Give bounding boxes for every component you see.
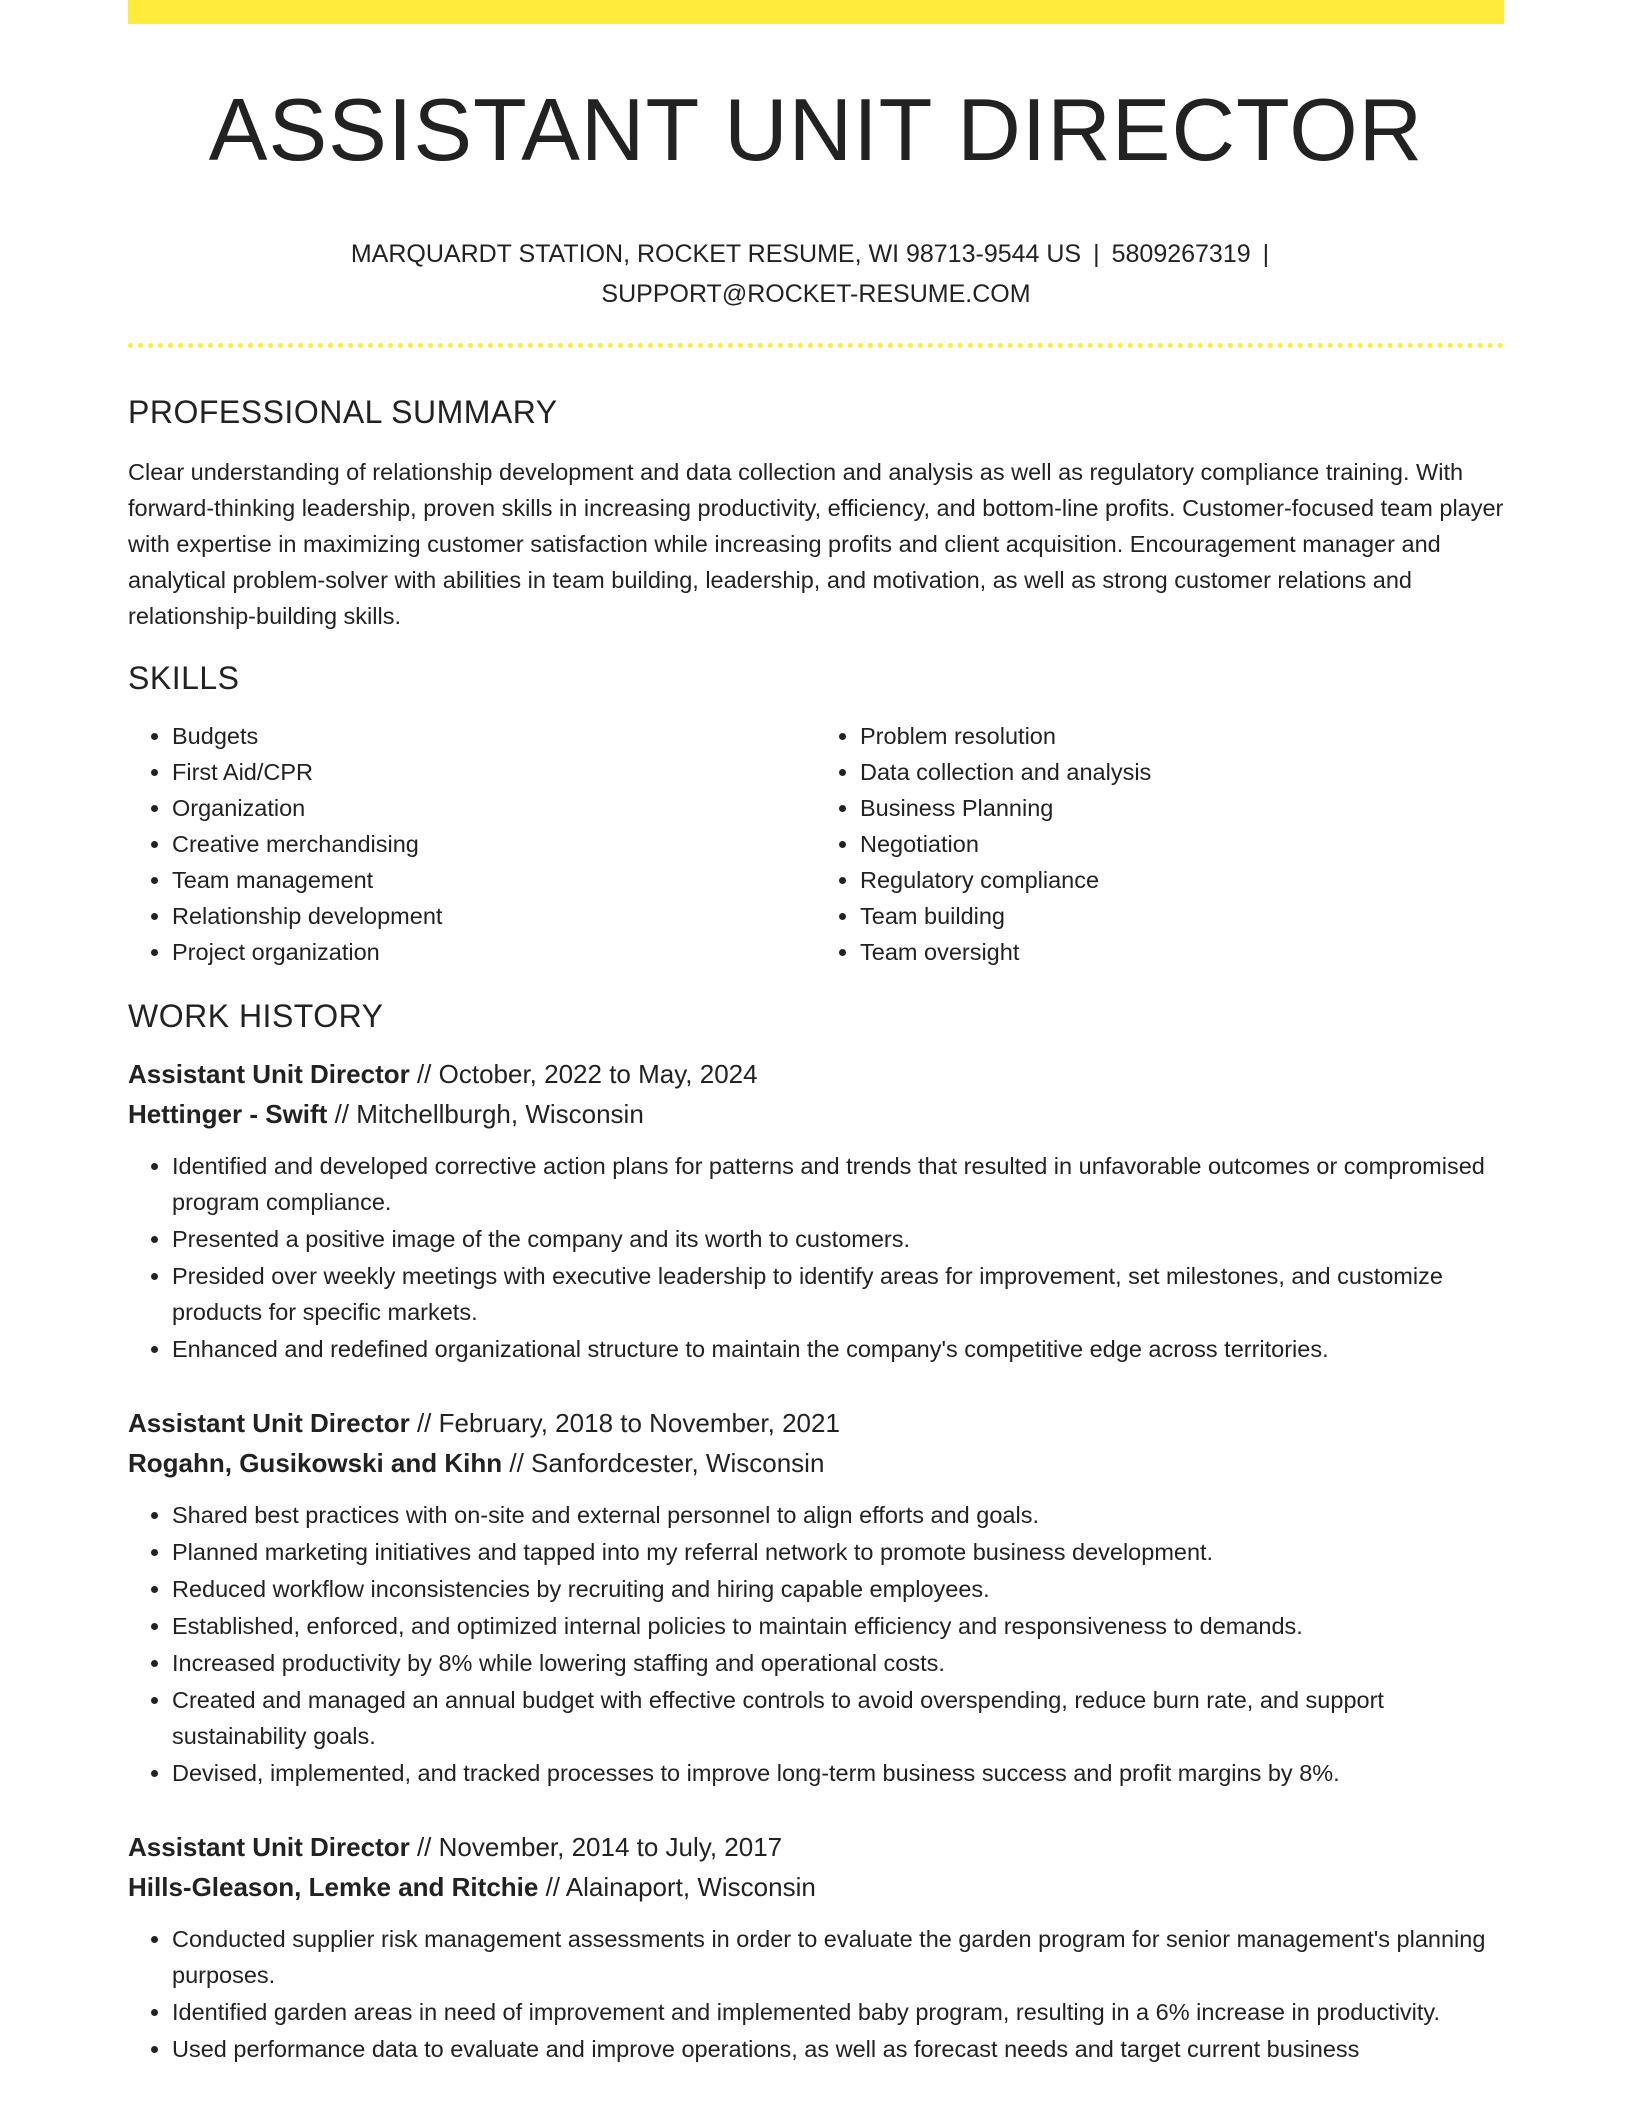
skill-item: • Problem resolution	[860, 718, 1504, 754]
job-dates: // November, 2014 to July, 2017	[409, 1832, 783, 1862]
contact-line-1	[128, 234, 1504, 274]
separator: |	[1093, 240, 1100, 268]
skill-item: • Project organization	[172, 934, 816, 970]
section-heading: SKILLS	[128, 660, 240, 696]
skills-columns	[128, 718, 1504, 970]
resume-content	[128, 392, 1504, 2068]
skill-item: • Team oversight	[860, 934, 1504, 970]
job-title: Assistant Unit Director	[128, 1059, 410, 1089]
job-title-line	[128, 1827, 1504, 1867]
skill-item: • Creative merchandising	[172, 826, 816, 862]
skill-item: • Negotiation	[860, 826, 1504, 862]
work-section	[128, 996, 1504, 2067]
summary-text: Clear understanding of relationship development and data collection and analysis as well as regulatory compliance training. With forward-thinking leadership, proven skills in increasing productivity, efficiency, and bottom-line profits. Customer-focused team player with expertise in maximizing customer satisfaction while increasing profits and client acquisition. Encouragement manager and analytical problem-solver with abilities in team building, leadership, and motivation, as well as strong customer relations and relationship-building skills.	[128, 459, 1504, 629]
job-bullet: • Devised, implemented, and tracked processes to improve long-term business success and profit margins by 8%.	[172, 1755, 1504, 1791]
contact-line-2	[128, 274, 1504, 314]
job-bullet: • Identified garden areas in need of improvement and implemented baby program, resulting in a 6% increase in productivity.	[172, 1994, 1504, 2030]
skill-item: • Organization	[172, 790, 816, 826]
job-bullet: • Created and managed an annual budget with effective controls to avoid overspending, reduce burn rate, and support sustainability goals.	[172, 1682, 1504, 1754]
job-bullet: • Increased productivity by 8% while lowering staffing and operational costs.	[172, 1645, 1504, 1681]
skill-item: • Team management	[172, 862, 816, 898]
job-bullet: • Identified and developed corrective action plans for patterns and trends that resulted in unfavorable outcomes or compromised program compliance.	[172, 1148, 1504, 1220]
job-bullet: • Presided over weekly meetings with executive leadership to identify areas for improvement, set milestones, and customize products for specific markets.	[172, 1258, 1504, 1330]
email: SUPPORT@ROCKET-RESUME.COM	[601, 280, 1031, 308]
phone: 5809267319	[1111, 240, 1251, 268]
skill-item: • Business Planning	[860, 790, 1504, 826]
job-title-line	[128, 1054, 1504, 1094]
job-bullet: • Established, enforced, and optimized internal policies to maintain efficiency and responsiveness to demands.	[172, 1608, 1504, 1644]
job-company-line	[128, 1867, 1504, 1907]
job-bullets	[128, 1921, 1504, 2067]
resume-title: ASSISTANT UNIT DIRECTOR	[208, 80, 1424, 179]
job-location: // Sanfordcester, Wisconsin	[502, 1448, 825, 1478]
job-dates: // October, 2022 to May, 2024	[409, 1059, 758, 1089]
job-dates: // February, 2018 to November, 2021	[409, 1408, 840, 1438]
job-company-line	[128, 1443, 1504, 1483]
company-name: Hettinger - Swift	[128, 1099, 328, 1129]
job-entry	[128, 1054, 1504, 1367]
job-company-line	[128, 1094, 1504, 1134]
skills-section	[128, 658, 1504, 970]
skill-item: • Team building	[860, 898, 1504, 934]
accent-top-bar	[128, 0, 1504, 24]
job-bullet: • Used performance data to evaluate and improve operations, as well as forecast needs and target current business	[172, 2031, 1504, 2067]
job-title: Assistant Unit Director	[128, 1832, 410, 1862]
skill-item: • Regulatory compliance	[860, 862, 1504, 898]
skill-item: • Budgets	[172, 718, 816, 754]
job-bullet: • Enhanced and redefined organizational structure to maintain the company's competitive edge across territories.	[172, 1331, 1504, 1367]
job-bullet: • Shared best practices with on-site and external personnel to align efforts and goals.	[172, 1497, 1504, 1533]
section-heading: WORK HISTORY	[128, 998, 384, 1034]
company-name: Hills-Gleason, Lemke and Ritchie	[128, 1872, 539, 1902]
section-heading: PROFESSIONAL SUMMARY	[128, 394, 558, 430]
skills-list-left	[128, 718, 816, 970]
job-title-line	[128, 1403, 1504, 1443]
contact-info	[128, 234, 1504, 314]
job-bullet: • Reduced workflow inconsistencies by recruiting and hiring capable employees.	[172, 1571, 1504, 1607]
address: MARQUARDT STATION, ROCKET RESUME, WI 98713-9544 US	[350, 240, 1082, 268]
job-list	[128, 1054, 1504, 2067]
job-location: // Alainaport, Wisconsin	[538, 1872, 816, 1902]
job-title: Assistant Unit Director	[128, 1408, 410, 1438]
skill-item: • Relationship development	[172, 898, 816, 934]
dotted-divider	[128, 343, 1504, 348]
job-bullet: • Planned marketing initiatives and tapped into my referral network to promote business development.	[172, 1534, 1504, 1570]
job-bullets	[128, 1497, 1504, 1791]
skill-item: • Data collection and analysis	[860, 754, 1504, 790]
skill-item: • First Aid/CPR	[172, 754, 816, 790]
skills-list-right	[816, 718, 1504, 970]
job-bullet: • Presented a positive image of the company and its worth to customers.	[172, 1221, 1504, 1257]
job-bullets	[128, 1148, 1504, 1367]
job-entry	[128, 1827, 1504, 2067]
company-name: Rogahn, Gusikowski and Kihn	[128, 1448, 503, 1478]
summary-section	[128, 392, 1504, 634]
job-location: // Mitchellburgh, Wisconsin	[327, 1099, 644, 1129]
job-entry	[128, 1403, 1504, 1791]
separator: |	[1262, 240, 1270, 268]
job-bullet: • Conducted supplier risk management assessments in order to evaluate the garden program for senior management's planning purposes.	[172, 1921, 1504, 1993]
